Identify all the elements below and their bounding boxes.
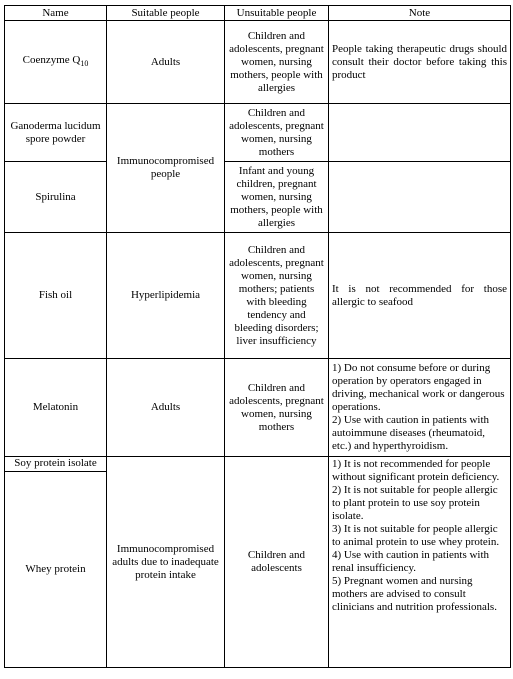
header-suitable: Suitable people	[107, 6, 225, 21]
soy-name: Soy protein isolate	[5, 457, 107, 472]
row-fish-oil	[5, 233, 511, 359]
fish-oil-note: It is not recommended for those allergic to seafood	[329, 233, 511, 359]
melatonin-note-2: 2) Use with caution in patients with autoimmune diseases (rheumatoid, etc.) and hyperthyroidism.	[332, 414, 490, 452]
protein-note-5: 5) Pregnant women and nursing mothers are advised to consult clinicians and nutrition professionals.	[332, 575, 497, 613]
melatonin-note-1: 1) Do not consume before or during operation by operators engaged in driving, mechanical work or dangerous operations.	[332, 362, 505, 413]
melatonin-suitable: Adults	[107, 359, 225, 457]
melatonin-note	[329, 359, 511, 457]
coq10-name-subscript: 10	[80, 59, 89, 69]
header-note: Note	[329, 6, 511, 21]
melatonin-unsuitable: Children and adolescents, pregnant women, nursing mothers	[225, 359, 329, 457]
protein-note-3: 3) It is not suitable for people allergic to animal protein to use whey protein.	[332, 523, 500, 548]
spirulina-name: Spirulina	[5, 162, 107, 233]
melatonin-name: Melatonin	[5, 359, 107, 457]
immunocompromised-suitable: Immunocompromised people	[107, 104, 225, 233]
protein-suitable: Immunocompromised adults due to inadequate protein intake	[107, 457, 225, 668]
coq10-name-main: Coenzyme Q	[22, 53, 81, 66]
coq10-name	[5, 21, 107, 104]
protein-unsuitable: Children and adolescents	[225, 457, 329, 668]
coq10-unsuitable: Children and adolescents, pregnant women, nursing mothers, people with allergies	[225, 21, 329, 104]
protein-note-1: 1) It is not recommended for people without significant protein deficiency.	[332, 458, 500, 483]
ganoderma-unsuitable: Children and adolescents, pregnant women, nursing mothers	[225, 104, 329, 162]
coq10-note: People taking therapeutic drugs should consult their doctor before taking this product	[329, 21, 511, 104]
protein-note-2: 2) It is not suitable for people allergic to plant protein to use soy protein isolate.	[332, 484, 498, 522]
whey-name: Whey protein	[5, 472, 107, 668]
coq10-suitable: Adults	[107, 21, 225, 104]
row-ganoderma	[5, 104, 511, 162]
protein-note	[329, 457, 511, 668]
header-name: Name	[5, 6, 107, 21]
row-spirulina	[5, 162, 511, 233]
row-soy-protein	[5, 457, 511, 472]
row-coenzyme-q10	[5, 21, 511, 104]
header-row	[5, 6, 511, 21]
ganoderma-name: Ganoderma lucidum spore powder	[5, 104, 107, 162]
header-unsuitable: Unsuitable people	[225, 6, 329, 21]
fish-oil-name: Fish oil	[5, 233, 107, 359]
ganoderma-note	[329, 104, 511, 162]
supplement-table	[4, 5, 511, 668]
row-melatonin	[5, 359, 511, 457]
spirulina-unsuitable: Infant and young children, pregnant women, nursing mothers, people with allergies	[225, 162, 329, 233]
fish-oil-suitable: Hyperlipidemia	[107, 233, 225, 359]
spirulina-note	[329, 162, 511, 233]
protein-note-4: 4) Use with caution in patients with renal insufficiency.	[332, 549, 490, 574]
fish-oil-unsuitable: Children and adolescents, pregnant women, nursing mothers; patients with bleeding tendency and bleeding disorders; liver insufficiency	[225, 233, 329, 359]
